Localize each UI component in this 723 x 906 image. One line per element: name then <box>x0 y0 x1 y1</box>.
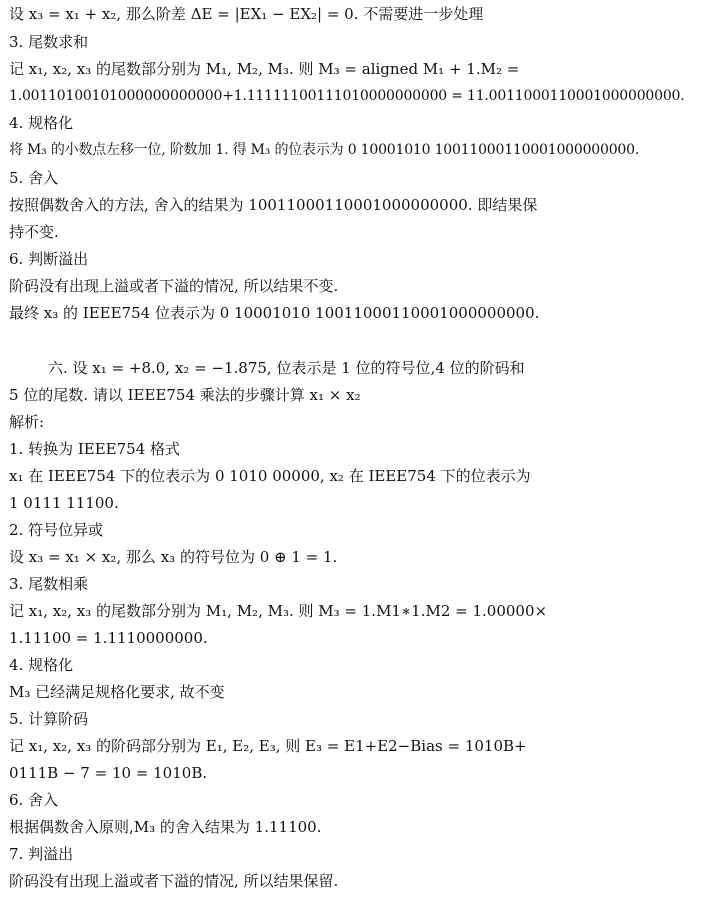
text-line-8: 按照偶数舍入的方法, 舍入的结果为 10011000110001000000000. 即结果保 <box>9 196 538 214</box>
text-line-28: 0111B − 7 = 10 = 1010B. <box>9 764 208 782</box>
section-heading-convert: 1. 转换为 IEEE754 格式 <box>9 440 181 458</box>
problem-six-statement-cont: 5 位的尾数. 请以 IEEE754 乘法的步骤计算 x₁ × x₂ <box>9 386 361 404</box>
section-heading-normalize: 4. 规格化 <box>9 114 74 132</box>
text-line-23: 1.11100 = 1.1110000000. <box>9 629 208 647</box>
text-line-25: M₃ 已经满足规格化要求, 故不变 <box>9 683 225 701</box>
binary-sum-line: 1.00110100101000000000000+1.11111100111010000000000 = 11.0011000110001000000000. <box>9 88 685 104</box>
final-result-line: 最终 x₃ 的 IEEE754 位表示为 0 10001010 10011000110001000000000. <box>9 304 540 322</box>
text-line-17: x₁ 在 IEEE754 下的位表示为 0 1010 00000, x₂ 在 IEEE754 下的位表示为 <box>9 467 531 485</box>
section-heading-sign-xor: 2. 符号位异或 <box>9 521 104 539</box>
problem-six-statement: 六. 设 x₁ = +8.0, x₂ = −1.875, 位表示是 1 位的符号位,4 位的阶码和 <box>48 359 525 377</box>
section-heading-normalize-2: 4. 规格化 <box>9 656 74 674</box>
section-heading-mantissa-sum: 3. 尾数求和 <box>9 33 89 51</box>
section-heading-exponent: 5. 计算阶码 <box>9 710 89 728</box>
text-line-20: 设 x₃ = x₁ × x₂, 那么 x₃ 的符号位为 0 ⊕ 1 = 1. <box>9 548 338 566</box>
text-line-11: 阶码没有出现上溢或者下溢的情况, 所以结果不变. <box>9 277 339 295</box>
text-line-32: 阶码没有出现上溢或者下溢的情况, 所以结果保留. <box>9 872 339 890</box>
text-line-30: 根据偶数舍入原则,M₃ 的舍入结果为 1.11100. <box>9 818 322 836</box>
section-heading-overflow-2: 7. 判溢出 <box>9 845 74 863</box>
text-line-9: 持不变. <box>9 223 59 241</box>
section-heading-overflow-check: 6. 判断溢出 <box>9 250 89 268</box>
section-heading-mantissa-multiply: 3. 尾数相乘 <box>9 575 89 593</box>
section-heading-rounding-2: 6. 舍入 <box>9 791 59 809</box>
text-line-18: 1 0111 11100. <box>9 494 119 512</box>
section-heading-rounding: 5. 舍入 <box>9 169 59 187</box>
text-line-22: 记 x₁, x₂, x₃ 的尾数部分别为 M₁, M₂, M₃. 则 M₃ = 1.M1∗1.M2 = 1.00000× <box>9 602 548 620</box>
text-line-27: 记 x₁, x₂, x₃ 的阶码部分别为 E₁, E₂, E₃, 则 E₃ = E1+E2−Bias = 1010B+ <box>9 737 527 755</box>
solution-label: 解析: <box>9 413 45 431</box>
text-line-6: 将 M₃ 的小数点左移一位, 阶数加 1. 得 M₃ 的位表示为 0 10001010 10011000110001000000000. <box>9 142 640 158</box>
text-line-3: 记 x₁, x₂, x₃ 的尾数部分别为 M₁, M₂, M₃. 则 M₃ = aligned M₁ + 1.M₂ = <box>9 60 520 78</box>
text-line-1: 设 x₃ = x₁ + x₂, 那么阶差 ΔE = |EX₁ − EX₂| = 0. 不需要进一步处理 <box>9 5 484 23</box>
